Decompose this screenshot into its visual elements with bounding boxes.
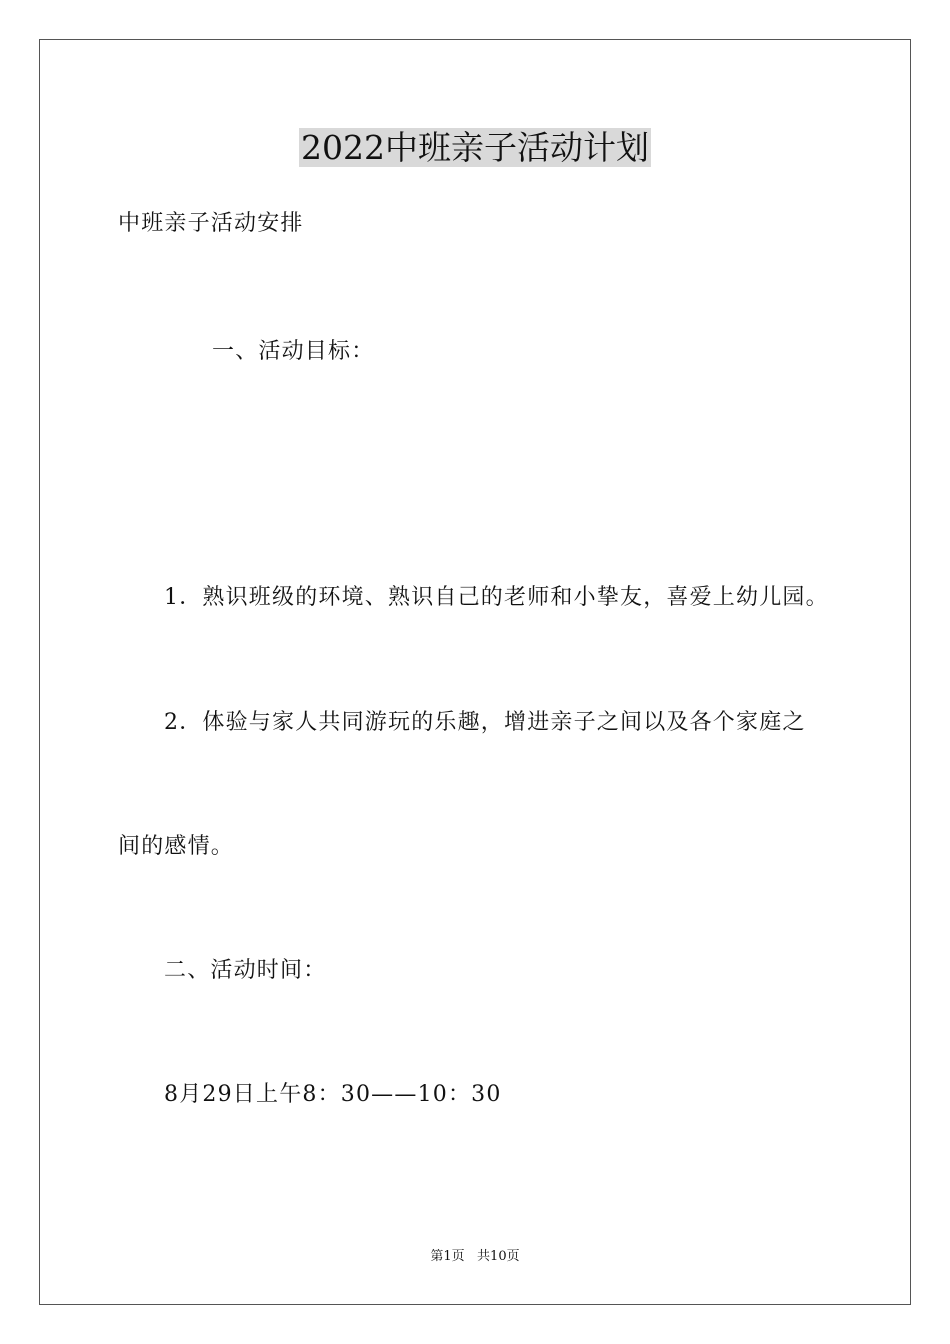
goal-item-2: 2．体验与家人共同游玩的乐趣，增进亲子之间以及各个家庭之	[164, 710, 806, 735]
page-footer: 第1页 共10页	[430, 1249, 520, 1264]
goal-item-2-continued: 间的感情。	[118, 834, 235, 859]
document-title	[0, 126, 950, 170]
paragraph-heading: 中班亲子活动安排	[118, 211, 304, 236]
section-heading-goals: 一、活动目标：	[212, 339, 375, 364]
section-heading-time: 二、活动时间：	[164, 958, 327, 983]
goal-item-1: 1．熟识班级的环境、熟识自己的老师和小挚友，喜爱上幼儿园。	[164, 585, 829, 610]
activity-time: 8月29日上午8：30——10：30	[164, 1082, 502, 1107]
document-title-text: 2022中班亲子活动计划	[301, 128, 649, 167]
